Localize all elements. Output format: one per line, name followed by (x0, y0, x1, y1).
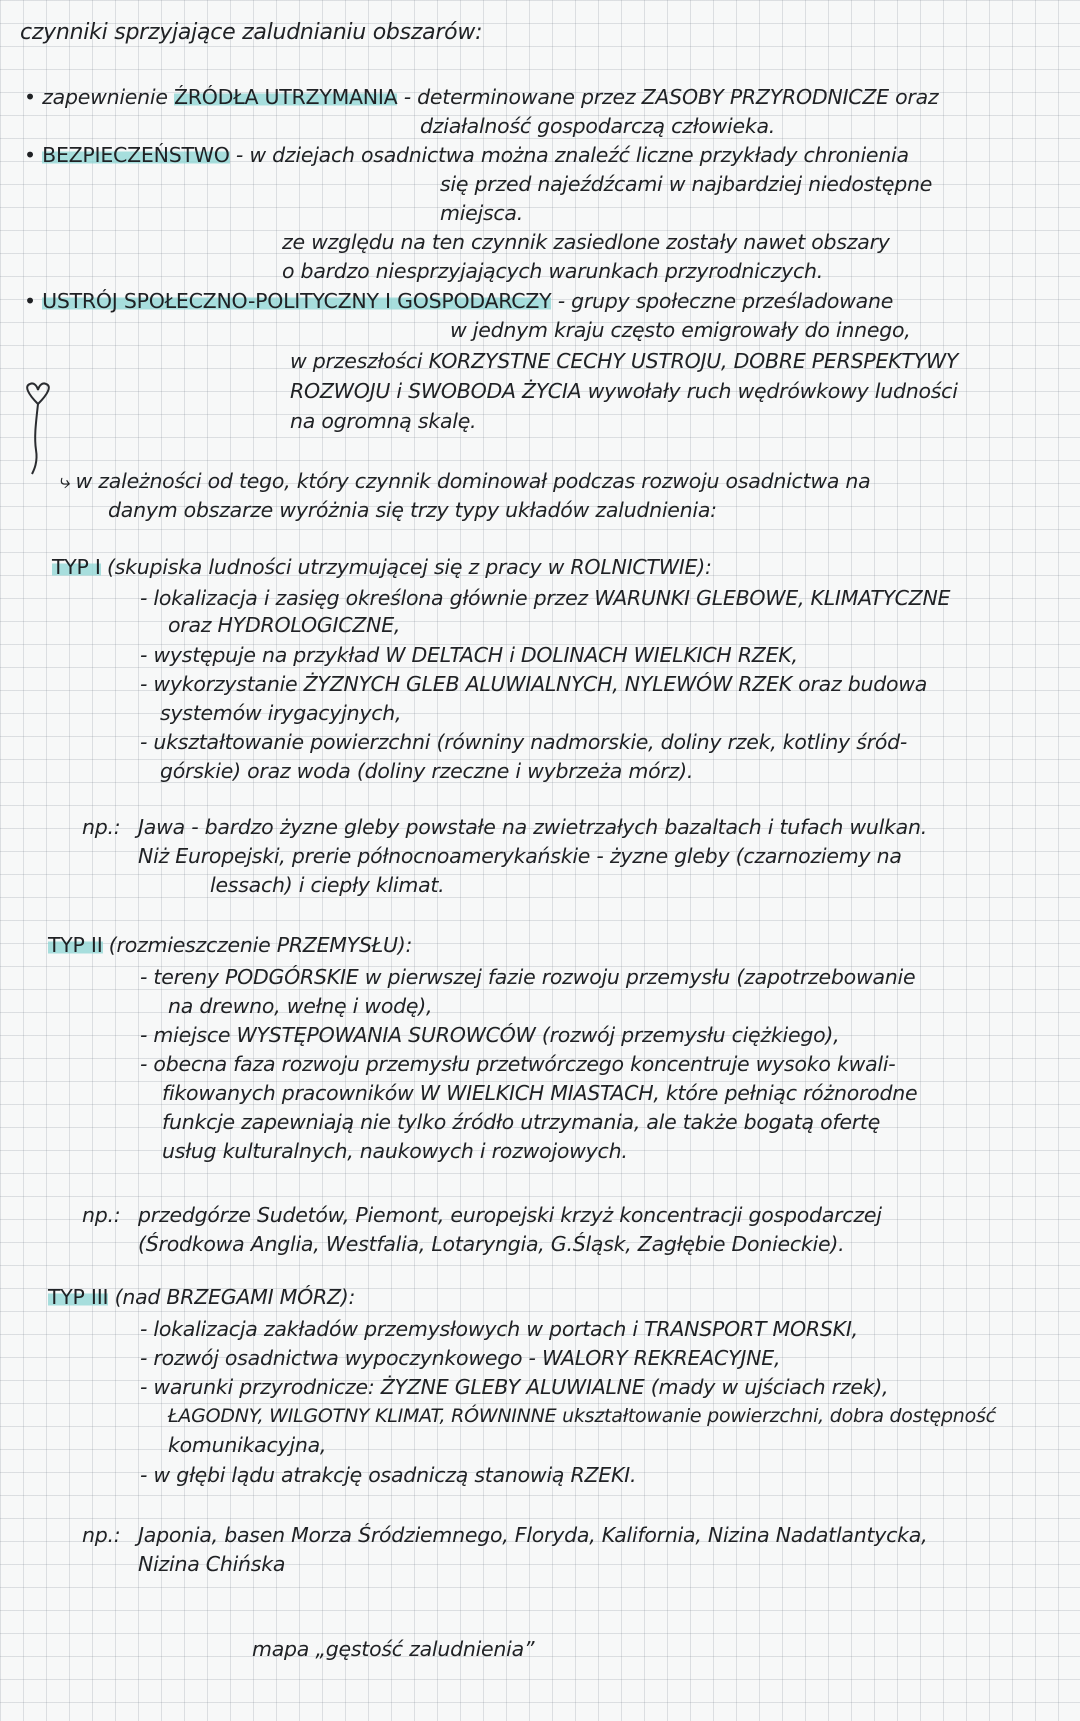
factor-2-highlight: BEZPIECZEŃSTWO (42, 143, 230, 167)
bullet: • (24, 289, 36, 313)
type-2-example-label: np.: (82, 1203, 121, 1227)
type-1-line-3: - występuje na przykład W DELTACH i DOLINACH WIELKICH RZEK, (140, 643, 798, 667)
footer-note: mapa „gęstość zaludnienia” (252, 1637, 535, 1661)
type-1-label: TYP I (52, 555, 101, 579)
type-3-line-5: komunikacyjna, (168, 1433, 327, 1457)
type-1-line-5: systemów irygacyjnych, (160, 701, 402, 725)
type-3-example-2: Nizina Chińska (138, 1552, 286, 1576)
factor-3-highlight: USTRÓJ SPOŁECZNO-POLITYCZNY I GOSPODARCZY (42, 289, 552, 313)
type-2-example-2: (Środkowa Anglia, Westfalia, Lotaryngia, G.Śląsk, Zagłębie Donieckie). (138, 1232, 845, 1256)
bullet: • (24, 85, 36, 109)
type-1-heading (52, 554, 712, 580)
type-2-label: TYP II (48, 933, 103, 957)
type-1-example-2: Niż Europejski, prerie północnoamerykańskie - żyzne gleby (czarnoziemy na (138, 844, 902, 868)
factor-1-label: zapewnienie (42, 85, 168, 109)
bullet: • (24, 143, 36, 167)
factor-3-line-5: na ogromną skalę. (290, 409, 477, 433)
factor-1-text: - determinowane przez ZASOBY PRZYRODNICZE oraz (403, 85, 939, 109)
type-2-line-6: funkcje zapewniają nie tylko źródło utrzymania, ale także bogatą ofertę (162, 1110, 881, 1134)
factor-3-text: - grupy społeczne prześladowane (557, 289, 894, 313)
type-3-line-3: - warunki przyrodnicze: ŻYZNE GLEBY ALUWIALNE (mady w ujściach rzek), (140, 1375, 889, 1399)
factor-1-line-1 (24, 84, 938, 110)
factor-2-line-5: o bardzo niesprzyjających warunkach przyrodniczych. (282, 259, 824, 283)
factor-3-line-3: w przeszłości KORZYSTNE CECHY USTROJU, DOBRE PERSPEKTYWY (290, 349, 959, 373)
type-2-title: (rozmieszczenie PRZEMYSŁU): (108, 933, 413, 957)
factor-2-line-3: miejsca. (440, 201, 524, 225)
type-3-line-4: ŁAGODNY, WILGOTNY KLIMAT, RÓWNINNE ukształtowanie powierzchni, dobra dostępność (168, 1405, 996, 1427)
intro-line-1 (58, 468, 871, 494)
type-1-line-7: górskie) oraz woda (doliny rzeczne i wybrzeża mórz). (160, 759, 694, 783)
type-3-label: TYP III (48, 1285, 109, 1309)
type-1-example-label: np.: (82, 815, 121, 839)
factor-3-line-1 (24, 288, 893, 314)
type-3-title: (nad BRZEGAMI MÓRZ): (114, 1285, 356, 1309)
type-1-example-1: Jawa - bardzo żyzne gleby powstałe na zwietrzałych bazaltach i tufach wulkan. (138, 815, 927, 839)
type-3-line-2: - rozwój osadnictwa wypoczynkowego - WALORY REKREACYJNE, (140, 1346, 781, 1370)
type-3-example-label: np.: (82, 1523, 121, 1547)
type-2-line-7: usług kulturalnych, naukowych i rozwojowych. (162, 1139, 628, 1163)
factor-3-line-4: ROZWOJU i SWOBODA ŻYCIA wywołały ruch wędrówkowy ludności (290, 379, 958, 403)
type-1-line-6: - ukształtowanie powierzchni (równiny nadmorskie, doliny rzek, kotliny śród- (140, 730, 908, 754)
type-3-line-6: - w głębi lądu atrakcję osadniczą stanowią RZEKI. (140, 1463, 637, 1487)
type-1-line-1: - lokalizacja i zasięg określona głównie przez WARUNKI GLEBOWE, KLIMATYCZNE (140, 586, 951, 610)
type-1-line-4: - wykorzystanie ŻYZNYCH GLEB ALUWIALNYCH, NYLEWÓW RZEK oraz budowa (140, 672, 928, 696)
intro-text-1: w zależności od tego, który czynnik dominował podczas rozwoju osadnictwa na (75, 469, 871, 493)
factor-2-text: - w dziejach osadnictwa można znaleźć liczne przykłady chronienia (235, 143, 909, 167)
type-2-line-2: na drewno, wełnę i wodę), (168, 994, 433, 1018)
factor-1-highlight: ŹRÓDŁA UTRZYMANIA (173, 85, 398, 109)
page-title: czynniki sprzyjające zaludnianiu obszarów: (20, 20, 483, 45)
type-2-line-3: - miejsce WYSTĘPOWANIA SUROWCÓW (rozwój przemysłu ciężkiego), (140, 1023, 840, 1047)
type-3-line-1: - lokalizacja zakładów przemysłowych w portach i TRANSPORT MORSKI, (140, 1317, 858, 1341)
type-2-heading (48, 932, 412, 958)
factor-2-line-1 (24, 142, 909, 168)
type-2-example-1: przedgórze Sudetów, Piemont, europejski krzyż koncentracji gospodarczej (138, 1203, 882, 1227)
intro-line-2: danym obszarze wyróżnia się trzy typy układów zaludnienia: (108, 498, 717, 522)
type-2-line-1: - tereny PODGÓRSKIE w pierwszej fazie rozwoju przemysłu (zapotrzebowanie (140, 965, 916, 989)
type-3-example-1: Japonia, basen Morza Śródziemnego, Floryda, Kalifornia, Nizina Nadatlantycka, (138, 1523, 928, 1547)
type-1-example-3: lessach) i ciepły klimat. (210, 873, 445, 897)
factor-1-line-2: działalność gospodarczą człowieka. (420, 114, 776, 138)
type-1-line-2: oraz HYDROLOGICZNE, (168, 613, 401, 637)
factor-2-line-4: ze względu na ten czynnik zasiedlone zostały nawet obszary (282, 230, 890, 254)
type-3-heading (48, 1284, 355, 1310)
type-2-line-5: fikowanych pracowników W WIELKICH MIASTACH, które pełniąc różnorodne (162, 1081, 918, 1105)
type-1-title: (skupiska ludności utrzymującej się z pracy w ROLNICTWIE): (107, 555, 712, 579)
heart-arrow-doodle-icon (18, 382, 58, 492)
arrow-icon: ⤷ (58, 469, 70, 493)
type-2-line-4: - obecna faza rozwoju przemysłu przetwórczego koncentruje wysoko kwali- (140, 1052, 896, 1076)
factor-2-line-2: się przed najeźdźcami w najbardziej niedostępne (440, 172, 933, 196)
factor-3-line-2: w jednym kraju często emigrowały do innego, (450, 318, 911, 342)
